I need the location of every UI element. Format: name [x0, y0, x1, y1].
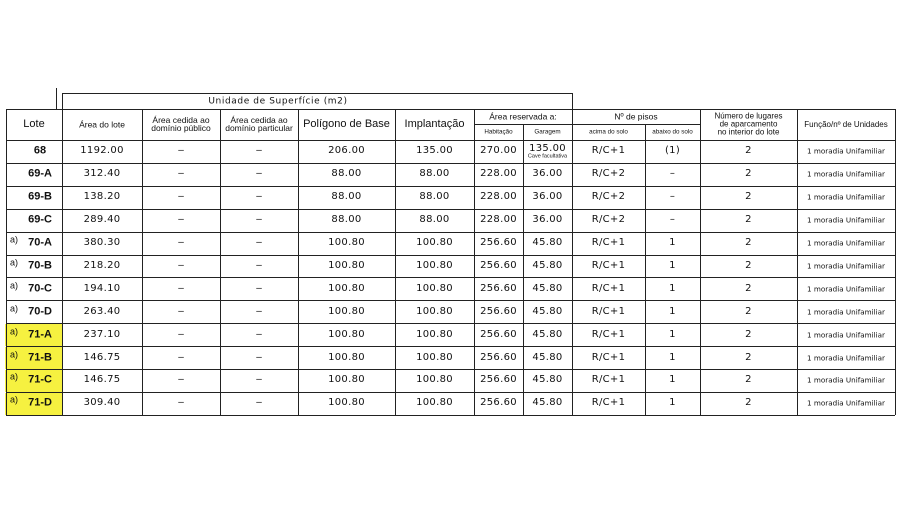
cell-habitacao: 256.60 [480, 305, 517, 317]
cell-lugares: 2 [745, 397, 752, 409]
cell-poligono: 100.80 [328, 351, 365, 363]
cell-garagem: 45.80 [532, 397, 563, 409]
cell-implantacao: 100.80 [416, 374, 453, 386]
cell-funcao: 1 moradia Unifamiliar [807, 169, 885, 179]
cell-habitacao: 256.60 [480, 282, 517, 294]
cell-pisos-abaixo: 1 [669, 305, 676, 317]
cell-pisos-acima: R/C+2 [591, 168, 626, 180]
cell-lugares: 2 [745, 328, 752, 340]
cell-pisos-acima: R/C+1 [591, 374, 626, 386]
cell-area-lote: 237.10 [83, 328, 121, 340]
header-area-particular: Área cedida ao domínio particular [225, 114, 293, 134]
cell-area-publico: – [178, 282, 184, 294]
cell-area-lote: 309.40 [83, 397, 121, 409]
grid-line [572, 93, 573, 109]
cell-poligono: 88.00 [331, 214, 362, 226]
grid-line [6, 415, 895, 416]
cell-area-publico: – [178, 168, 184, 180]
cell-garagem: 45.80 [532, 374, 563, 386]
cell-lugares: 2 [745, 351, 752, 363]
row-note: a) [9, 326, 19, 337]
grid-line [645, 124, 646, 415]
cell-poligono: 100.80 [328, 282, 365, 294]
cell-lugares: 2 [745, 259, 752, 271]
header-habitacao: Habitação [484, 128, 513, 136]
grid-line [62, 93, 572, 94]
cell-habitacao: 256.60 [480, 328, 517, 340]
cell-implantacao: 100.80 [416, 305, 453, 317]
grid-line [474, 124, 572, 125]
cell-habitacao: 256.60 [480, 351, 517, 363]
cell-area-particular: – [256, 397, 262, 409]
cell-lugares: 2 [745, 214, 752, 226]
header-implantacao: Implantação [404, 117, 465, 130]
grid-line [56, 88, 57, 109]
cell-area-particular: – [256, 145, 262, 157]
grid-line [6, 346, 895, 347]
cell-lote: 70-D [28, 305, 52, 318]
cell-implantacao: 88.00 [419, 168, 450, 180]
cell-pisos-acima: R/C+1 [591, 282, 626, 294]
grid-line [6, 323, 895, 324]
cell-funcao: 1 moradia Unifamiliar [807, 307, 885, 317]
cell-lugares: 2 [745, 282, 752, 294]
cell-pisos-acima: R/C+2 [591, 191, 626, 203]
cell-area-lote: 1192.00 [80, 145, 124, 157]
row-note: a) [9, 371, 19, 382]
cell-area-publico: – [178, 351, 184, 363]
cell-funcao: 1 moradia Unifamiliar [807, 398, 885, 408]
header-area-reservada: Área reservada a: [489, 111, 557, 122]
cell-area-publico: – [178, 145, 184, 157]
cell-lugares: 2 [745, 374, 752, 386]
cell-area-particular: – [256, 374, 262, 386]
cell-pisos-abaixo: 1 [669, 374, 676, 386]
grid-line [6, 255, 895, 256]
cell-pisos-abaixo: 1 [669, 397, 676, 409]
cell-implantacao: 88.00 [419, 191, 450, 203]
cell-area-publico: – [178, 305, 184, 317]
grid-line [895, 109, 896, 415]
cell-pisos-abaixo: 1 [669, 282, 676, 294]
cell-lugares: 2 [745, 145, 752, 157]
cell-poligono: 100.80 [328, 328, 365, 340]
cell-garagem: 45.80 [532, 305, 563, 317]
cell-garagem: 36.00 [532, 191, 563, 203]
row-note: a) [9, 234, 19, 245]
cell-lote: 68 [33, 144, 47, 157]
cell-area-lote: 380.30 [83, 237, 121, 249]
cell-implantacao: 100.80 [416, 328, 453, 340]
cell-lugares: 2 [745, 191, 752, 203]
cell-implantacao: 135.00 [416, 145, 453, 157]
cell-funcao: 1 moradia Unifamiliar [807, 238, 885, 248]
cell-implantacao: 100.80 [416, 237, 453, 249]
cell-implantacao: 100.80 [416, 351, 453, 363]
cell-area-publico: – [178, 374, 184, 386]
cell-lugares: 2 [745, 168, 752, 180]
cell-lote: 70-A [28, 236, 52, 249]
cell-garagem: 135.00 [529, 142, 566, 154]
cell-funcao: 1 moradia Unifamiliar [807, 215, 885, 225]
header-pisos: Nº de pisos [614, 111, 658, 122]
grid-line [6, 109, 895, 110]
cell-lote: 71-C [28, 373, 52, 386]
cell-pisos-acima: R/C+1 [591, 351, 626, 363]
cell-lote: 69-C [28, 213, 52, 226]
cell-pisos-acima: R/C+1 [591, 145, 626, 157]
cell-pisos-abaixo: – [669, 168, 676, 180]
cell-pisos-abaixo: 1 [669, 259, 676, 271]
cell-poligono: 88.00 [331, 191, 362, 203]
cell-lote: 71-B [28, 351, 52, 364]
header-area-lote: Área do lote [79, 119, 125, 130]
header-garagem: Garagem [534, 128, 561, 136]
cell-garagem: 45.80 [532, 237, 563, 249]
cell-area-lote: 312.40 [83, 168, 121, 180]
cell-area-lote: 289.40 [83, 214, 121, 226]
cell-pisos-abaixo: 1 [669, 328, 676, 340]
cell-poligono: 100.80 [328, 374, 365, 386]
cell-pisos-acima: R/C+1 [591, 259, 626, 271]
cell-habitacao: 256.60 [480, 374, 517, 386]
header-acima: acima do solo [589, 128, 628, 136]
cell-pisos-acima: R/C+1 [591, 397, 626, 409]
cell-area-publico: – [178, 259, 184, 271]
cell-implantacao: 88.00 [419, 214, 450, 226]
cell-garagem: 45.80 [532, 259, 563, 271]
grid-line [6, 186, 895, 187]
cell-habitacao: 256.60 [480, 259, 517, 271]
cell-implantacao: 100.80 [416, 397, 453, 409]
cell-habitacao: 228.00 [480, 191, 517, 203]
cell-area-particular: – [256, 328, 262, 340]
cell-funcao: 1 moradia Unifamiliar [807, 146, 885, 156]
cell-garagem: 45.80 [532, 351, 563, 363]
grid-line [6, 232, 895, 233]
cell-area-lote: 146.75 [83, 351, 121, 363]
cell-implantacao: 100.80 [416, 282, 453, 294]
row-note: a) [9, 303, 19, 314]
cell-area-lote: 138.20 [83, 191, 121, 203]
cell-garagem: 36.00 [532, 214, 563, 226]
cell-funcao: 1 moradia Unifamiliar [807, 375, 885, 385]
grid-line [6, 300, 895, 301]
cell-poligono: 100.80 [328, 259, 365, 271]
grid-line [6, 163, 895, 164]
cell-poligono: 88.00 [331, 168, 362, 180]
cell-garagem: 45.80 [532, 328, 563, 340]
cell-pisos-acima: R/C+1 [591, 305, 626, 317]
cell-area-lote: 146.75 [83, 374, 121, 386]
cell-lote: 70-B [28, 259, 52, 272]
cell-area-particular: – [256, 282, 262, 294]
cell-funcao: 1 moradia Unifamiliar [807, 192, 885, 202]
unit-title: Unidade de Superfície (m2) [208, 96, 348, 106]
cell-pisos-acima: R/C+2 [591, 214, 626, 226]
cell-lote: 70-C [28, 282, 52, 295]
row-note: a) [9, 280, 19, 291]
cell-funcao: 1 moradia Unifamiliar [807, 330, 885, 340]
cell-lugares: 2 [745, 237, 752, 249]
cell-habitacao: 270.00 [480, 145, 517, 157]
cell-area-particular: – [256, 259, 262, 271]
cell-pisos-abaixo: – [669, 214, 676, 226]
cell-poligono: 100.80 [328, 397, 365, 409]
cell-area-publico: – [178, 328, 184, 340]
cell-pisos-abaixo: (1) [664, 145, 681, 157]
cell-implantacao: 100.80 [416, 259, 453, 271]
cell-garagem: 36.00 [532, 168, 563, 180]
header-lote: Lote [23, 117, 45, 130]
cell-area-lote: 218.20 [83, 259, 121, 271]
row-note: a) [9, 349, 19, 360]
grid-line [62, 93, 63, 109]
cell-lugares: 2 [745, 305, 752, 317]
cell-area-lote: 263.40 [83, 305, 121, 317]
header-funcao: Função/nº de Unidades [804, 119, 888, 129]
cell-area-particular: – [256, 351, 262, 363]
header-poligono: Polígono de Base [303, 117, 390, 130]
cell-area-particular: – [256, 237, 262, 249]
cell-funcao: 1 moradia Unifamiliar [807, 261, 885, 271]
cell-garagem-note: Cave facultativa [527, 153, 568, 160]
cell-funcao: 1 moradia Unifamiliar [807, 352, 885, 362]
cell-area-publico: – [178, 237, 184, 249]
header-abaixo: abaixo do solo [652, 128, 693, 136]
grid-line [6, 277, 895, 278]
grid-line [6, 392, 895, 393]
cell-area-lote: 194.10 [83, 282, 121, 294]
grid-line [523, 124, 524, 415]
grid-line [6, 209, 895, 210]
cell-pisos-acima: R/C+1 [591, 237, 626, 249]
grid-line [6, 140, 895, 141]
cell-habitacao: 228.00 [480, 168, 517, 180]
cell-lote: 69-B [28, 190, 52, 203]
cell-area-particular: – [256, 305, 262, 317]
cell-pisos-abaixo: 1 [669, 237, 676, 249]
cell-habitacao: 256.60 [480, 237, 517, 249]
cell-area-publico: – [178, 191, 184, 203]
cell-lote: 71-D [28, 396, 52, 409]
cell-garagem: 45.80 [532, 282, 563, 294]
header-lugares: Número de lugares de aparcamento no interior do lote [714, 110, 783, 137]
cell-pisos-acima: R/C+1 [591, 328, 626, 340]
cell-area-particular: – [256, 214, 262, 226]
grid-line [572, 124, 700, 125]
cell-poligono: 100.80 [328, 237, 365, 249]
cell-pisos-abaixo: 1 [669, 351, 676, 363]
row-note: a) [9, 257, 19, 268]
header-area-publico: Área cedida ao domínio público [151, 114, 211, 134]
cell-poligono: 206.00 [328, 145, 365, 157]
cell-area-particular: – [256, 168, 262, 180]
cell-habitacao: 256.60 [480, 397, 517, 409]
cell-poligono: 100.80 [328, 305, 365, 317]
cell-pisos-abaixo: – [669, 191, 676, 203]
cell-lote: 71-A [28, 328, 52, 341]
cell-habitacao: 228.00 [480, 214, 517, 226]
cell-area-publico: – [178, 397, 184, 409]
cell-funcao: 1 moradia Unifamiliar [807, 284, 885, 294]
cell-lote: 69-A [28, 167, 52, 180]
row-note: a) [9, 394, 19, 405]
cell-area-publico: – [178, 214, 184, 226]
grid-line [6, 369, 895, 370]
cell-area-particular: – [256, 191, 262, 203]
